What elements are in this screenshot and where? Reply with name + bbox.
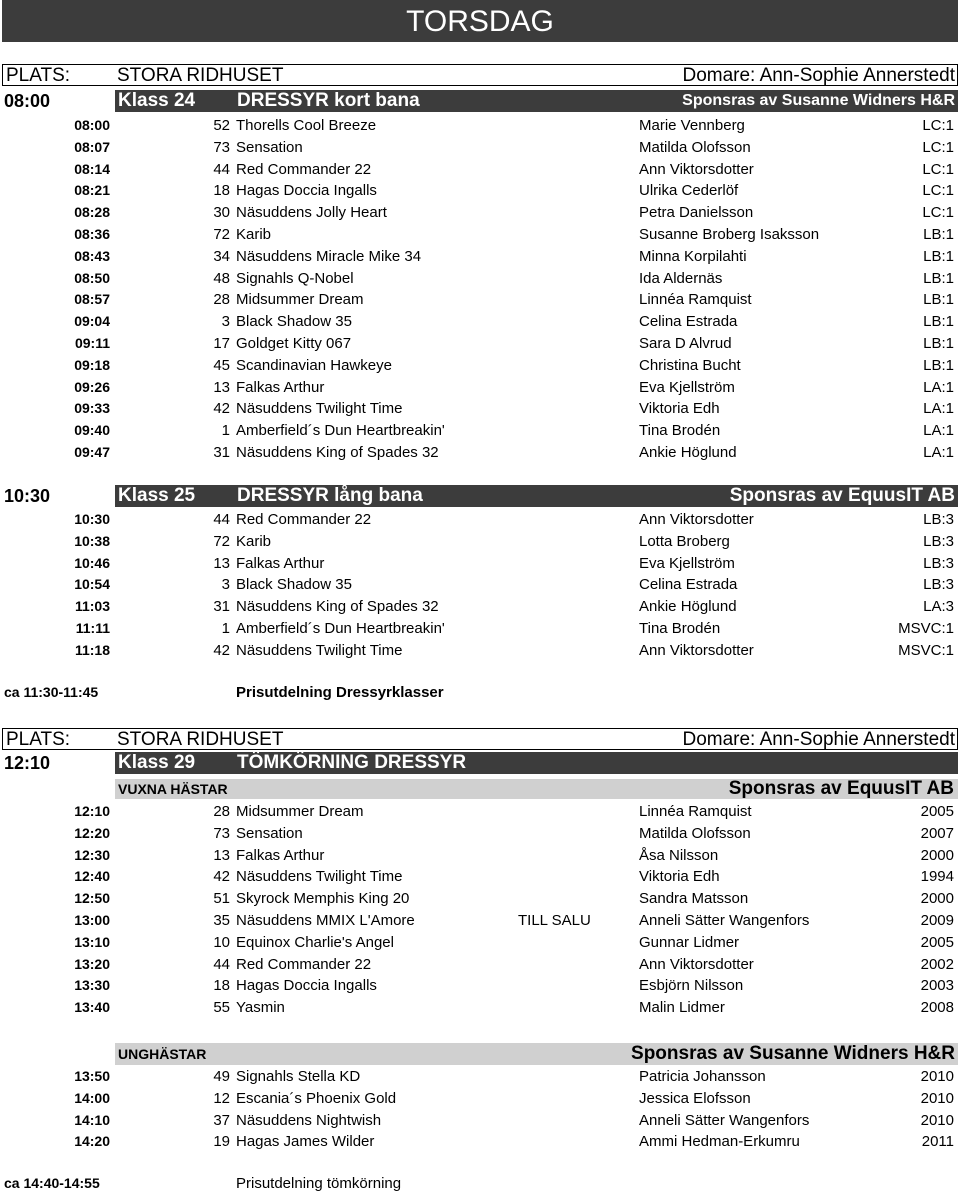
start-number: 10 — [213, 933, 230, 951]
horse-name: Equinox Charlie's Angel — [236, 933, 394, 951]
venue-header — [2, 64, 958, 86]
class-time: 10:30 — [4, 486, 51, 506]
class-level: LB:1 — [923, 335, 954, 352]
class-level: LB:1 — [923, 356, 954, 374]
horse-name: Falkas Arthur — [236, 378, 325, 396]
rider-name: Tina Brodén — [639, 422, 721, 440]
class-level: LC:1 — [922, 138, 954, 156]
start-number: 12 — [213, 1089, 230, 1107]
group-sponsor: Sponsras av EquusIT AB — [728, 778, 954, 799]
start-number: 34 — [213, 247, 230, 265]
class-level: 2011 — [921, 1133, 954, 1151]
start-number: 45 — [213, 356, 230, 374]
horse-name: Signahls Q-Nobel — [236, 269, 354, 287]
start-time: 09:33 — [74, 400, 110, 417]
rider-name: Malin Lidmer — [639, 999, 725, 1017]
class-level: LC:1 — [922, 204, 954, 222]
start-row — [0, 596, 960, 617]
start-time: 14:20 — [74, 1133, 110, 1150]
start-time: 08:07 — [74, 138, 110, 155]
horse-name: Näsuddens King of Spades 32 — [236, 598, 439, 616]
start-number: 55 — [213, 999, 230, 1017]
sale-note: TILL SALU — [518, 912, 591, 929]
start-row — [0, 975, 960, 996]
start-number: 13 — [213, 554, 230, 572]
start-number: 28 — [213, 803, 230, 820]
class-level: 2000 — [920, 846, 954, 864]
class-level: 2000 — [920, 890, 954, 908]
horse-name: Escania´s Phoenix Gold — [236, 1089, 397, 1107]
start-number: 35 — [213, 912, 230, 929]
class-level: LB:1 — [923, 269, 954, 287]
class-level: LB:1 — [923, 226, 954, 243]
start-time: 08:57 — [74, 291, 110, 308]
horse-name: Thorells Cool Breeze — [236, 117, 377, 134]
rider-name: Minna Korpilahti — [639, 247, 747, 265]
horse-name: Signahls Stella KD — [236, 1068, 361, 1085]
class-level: LB:1 — [923, 313, 954, 331]
start-number: 42 — [213, 641, 230, 659]
start-row — [0, 618, 960, 639]
start-time: 12:20 — [74, 824, 110, 841]
class-time: 12:10 — [4, 753, 51, 773]
horse-name: Yasmin — [236, 999, 285, 1017]
class-level: LB:1 — [923, 247, 954, 265]
rider-name: Patricia Johansson — [639, 1068, 766, 1085]
ceremony-time: ca 11:30-11:45 — [4, 684, 99, 700]
start-number: 48 — [213, 269, 230, 287]
rider-name: Linnéa Ramquist — [639, 803, 752, 820]
class-name: DRESSYR lång bana — [237, 485, 423, 506]
rider-name: Eva Kjellström — [639, 378, 735, 396]
rider-name: Viktoria Edh — [639, 400, 720, 418]
class-level: LB:1 — [923, 291, 954, 309]
start-time: 12:50 — [74, 890, 110, 907]
start-time: 08:14 — [74, 160, 110, 177]
horse-name: Näsuddens Twilight Time — [236, 868, 403, 886]
class-bar — [115, 485, 958, 507]
rider-name: Ulrika Cederlöf — [639, 182, 739, 200]
horse-name: Red Commander 22 — [236, 955, 372, 973]
rider-name: Tina Brodén — [639, 620, 721, 637]
horse-name: Red Commander 22 — [236, 511, 372, 528]
class-number: Klass 25 — [118, 485, 196, 506]
start-row — [0, 866, 960, 887]
class-level: 2003 — [920, 977, 954, 995]
start-number: 52 — [213, 117, 230, 134]
horse-name: Hagas Doccia Ingalls — [236, 182, 377, 200]
start-row — [0, 311, 960, 332]
start-row — [0, 224, 960, 245]
rider-name: Åsa Nilsson — [639, 846, 719, 864]
class-time: 08:00 — [4, 91, 51, 111]
horse-name: Goldget Kitty 067 — [236, 335, 352, 352]
start-number: 44 — [213, 160, 230, 178]
start-time: 13:00 — [74, 912, 110, 928]
start-number: 42 — [213, 868, 230, 886]
class-level: LB:3 — [923, 554, 954, 572]
plats-label: PLATS: — [6, 729, 71, 750]
class-level: 1994 — [920, 868, 954, 886]
rider-name: Esbjörn Nilsson — [639, 977, 744, 995]
venue-header — [2, 728, 958, 750]
start-row — [0, 640, 960, 661]
class-level: 2007 — [920, 824, 954, 842]
start-row — [0, 180, 960, 201]
horse-name: Hagas James Wilder — [236, 1133, 375, 1151]
start-row — [0, 1088, 960, 1109]
start-number: 37 — [213, 1111, 230, 1129]
class-sponsor: Sponsras av EquusIT AB — [729, 485, 955, 506]
rider-name: Susanne Broberg Isaksson — [639, 226, 820, 243]
horse-name: Black Shadow 35 — [236, 313, 352, 331]
class-level: 2005 — [920, 933, 954, 951]
start-time: 13:10 — [74, 933, 110, 950]
class-level: 2009 — [920, 912, 954, 929]
class-header — [0, 485, 960, 507]
rider-name: Petra Danielsson — [639, 204, 754, 222]
class-level: LB:3 — [923, 511, 954, 528]
rider-name: Matilda Olofsson — [639, 138, 751, 156]
class-level: LA:3 — [923, 598, 954, 616]
rider-name: Sandra Matsson — [639, 890, 749, 908]
start-time: 09:47 — [74, 444, 110, 460]
start-time: 13:40 — [74, 999, 110, 1016]
rider-name: Eva Kjellström — [639, 554, 735, 572]
start-time: 11:11 — [75, 620, 110, 636]
start-number: 44 — [213, 511, 230, 528]
rider-name: Ann Viktorsdotter — [639, 160, 754, 178]
judge-name: Domare: Ann-Sophie Annerstedt — [682, 65, 955, 86]
start-row — [0, 137, 960, 158]
start-number: 42 — [213, 400, 230, 418]
horse-name: Falkas Arthur — [236, 554, 325, 572]
plats-label: PLATS: — [6, 65, 71, 86]
horse-name: Midsummer Dream — [236, 803, 364, 820]
horse-name: Falkas Arthur — [236, 846, 325, 864]
class-level: MSVC:1 — [898, 641, 954, 659]
start-row — [0, 888, 960, 909]
page-title: TORSDAG — [2, 0, 958, 42]
start-row — [0, 1066, 960, 1087]
start-number: 28 — [213, 291, 230, 309]
start-number: 1 — [221, 620, 230, 637]
class-level: LC:1 — [922, 160, 954, 178]
start-row — [0, 1110, 960, 1131]
start-time: 08:28 — [74, 204, 110, 221]
rider-name: Gunnar Lidmer — [639, 933, 740, 951]
rider-name: Ann Viktorsdotter — [639, 511, 754, 528]
class-level: LB:3 — [923, 532, 954, 550]
horse-name: Näsuddens Twilight Time — [236, 641, 403, 659]
class-level: LA:1 — [923, 378, 954, 396]
class-number: Klass 24 — [118, 90, 196, 111]
rider-name: Marie Vennberg — [639, 117, 745, 134]
horse-name: Black Shadow 35 — [236, 576, 352, 594]
start-number: 72 — [213, 532, 230, 550]
rider-name: Christina Bucht — [639, 356, 741, 374]
start-row — [0, 509, 960, 530]
start-time: 12:40 — [74, 868, 110, 885]
start-time: 12:10 — [74, 803, 110, 819]
group-header — [115, 1043, 958, 1065]
start-row — [0, 910, 960, 931]
rider-name: Ida Aldernäs — [639, 269, 723, 287]
class-level: 2002 — [920, 955, 954, 973]
start-row — [0, 355, 960, 376]
horse-name: Amberfield´s Dun Heartbreakin' — [236, 422, 445, 440]
start-row — [0, 420, 960, 441]
horse-name: Skyrock Memphis King 20 — [236, 890, 410, 908]
class-header — [0, 90, 960, 112]
arena-name: STORA RIDHUSET — [117, 729, 284, 750]
rider-name: Ann Viktorsdotter — [639, 641, 754, 659]
start-number: 1 — [221, 422, 230, 440]
class-name: DRESSYR kort bana — [237, 90, 420, 111]
start-time: 08:43 — [74, 247, 110, 264]
start-row — [0, 574, 960, 595]
rider-name: Jessica Elofsson — [639, 1089, 751, 1107]
start-row — [0, 333, 960, 354]
horse-name: Sensation — [236, 138, 303, 156]
start-number: 31 — [213, 598, 230, 616]
start-row — [0, 159, 960, 180]
class-level: 2010 — [920, 1089, 954, 1107]
group-sponsor: Sponsras av Susanne Widners H&R — [631, 1043, 955, 1064]
horse-name: Näsuddens Jolly Heart — [236, 204, 387, 222]
class-bar — [115, 90, 958, 112]
start-time: 11:03 — [74, 598, 110, 615]
start-number: 31 — [213, 444, 230, 461]
rider-name: Ankie Höglund — [639, 444, 737, 461]
start-time: 09:40 — [74, 422, 110, 439]
class-level: LB:3 — [923, 576, 954, 594]
start-time: 14:10 — [74, 1111, 110, 1128]
class-level: 2008 — [920, 999, 954, 1017]
rider-name: Sara D Alvrud — [639, 335, 732, 352]
rider-name: Ann Viktorsdotter — [639, 955, 754, 973]
rider-name: Matilda Olofsson — [639, 824, 751, 842]
horse-name: Scandinavian Hawkeye — [236, 356, 392, 374]
horse-name: Hagas Doccia Ingalls — [236, 977, 377, 995]
horse-name: Näsuddens MMIX L'Amore — [236, 912, 415, 929]
ceremony-text: Prisutdelning Dressyrklasser — [236, 684, 444, 701]
start-number: 3 — [221, 313, 230, 331]
start-number: 19 — [213, 1133, 230, 1151]
class-level: LC:1 — [922, 182, 954, 200]
rider-name: Ankie Höglund — [639, 598, 737, 616]
arena-name: STORA RIDHUSET — [117, 65, 284, 86]
class-level: LA:1 — [923, 444, 954, 461]
start-time: 10:30 — [74, 511, 110, 527]
start-time: 10:38 — [74, 532, 110, 549]
start-time: 09:04 — [74, 313, 110, 330]
start-number: 3 — [221, 576, 230, 594]
class-level: 2010 — [920, 1111, 954, 1129]
start-time: 08:36 — [74, 226, 110, 242]
start-number: 18 — [213, 977, 230, 995]
start-row — [0, 531, 960, 552]
class-name: TÖMKÖRNING DRESSYR — [237, 752, 467, 773]
start-row — [0, 932, 960, 953]
start-time: 13:20 — [74, 955, 110, 972]
start-time: 10:54 — [74, 576, 110, 593]
start-number: 49 — [213, 1068, 230, 1085]
class-level: LA:1 — [923, 400, 954, 418]
ceremony-time: ca 14:40-14:55 — [4, 1175, 100, 1191]
start-row — [0, 115, 960, 136]
class-level: MSVC:1 — [898, 620, 954, 637]
start-row — [0, 202, 960, 223]
start-time: 08:21 — [74, 182, 110, 199]
start-row — [0, 997, 960, 1018]
start-number: 44 — [213, 955, 230, 973]
rider-name: Celina Estrada — [639, 576, 738, 594]
horse-name: Amberfield´s Dun Heartbreakin' — [236, 620, 445, 637]
group-label: VUXNA HÄSTAR — [118, 781, 228, 797]
class-level: LA:1 — [923, 422, 954, 440]
horse-name: Karib — [236, 226, 272, 243]
start-time: 13:50 — [74, 1068, 110, 1084]
start-time: 09:26 — [74, 378, 110, 395]
class-sponsor: Sponsras av Susanne Widners H&R — [682, 92, 955, 109]
start-row — [0, 268, 960, 289]
start-row — [0, 801, 960, 822]
judge-name: Domare: Ann-Sophie Annerstedt — [682, 729, 955, 750]
start-number: 51 — [213, 890, 230, 908]
horse-name: Red Commander 22 — [236, 160, 372, 178]
rider-name: Lotta Broberg — [639, 532, 730, 550]
ceremony-text: Prisutdelning tömkörning — [236, 1175, 402, 1192]
horse-name: Midsummer Dream — [236, 291, 364, 309]
start-row — [0, 823, 960, 844]
class-level: 2005 — [920, 803, 954, 820]
rider-name: Ammi Hedman-Erkumru — [639, 1133, 800, 1151]
rider-name: Celina Estrada — [639, 313, 738, 331]
class-number: Klass 29 — [118, 752, 196, 773]
start-time: 12:30 — [74, 846, 110, 863]
horse-name: Karib — [236, 532, 272, 550]
start-number: 73 — [213, 138, 230, 156]
start-number: 17 — [213, 335, 230, 352]
start-time: 14:00 — [74, 1089, 110, 1106]
class-bar — [115, 752, 958, 774]
rider-name: Viktoria Edh — [639, 868, 720, 886]
class-level: 2010 — [920, 1068, 954, 1085]
horse-name: Näsuddens Miracle Mike 34 — [236, 247, 422, 265]
horse-name: Näsuddens King of Spades 32 — [236, 444, 439, 461]
start-number: 30 — [213, 204, 230, 222]
group-label: UNGHÄSTAR — [118, 1046, 207, 1062]
start-time: 11:18 — [74, 641, 110, 658]
rider-name: Anneli Sätter Wangenfors — [639, 1111, 810, 1129]
start-number: 13 — [213, 378, 230, 396]
start-time: 13:30 — [74, 977, 110, 994]
start-number: 18 — [213, 182, 230, 200]
horse-name: Sensation — [236, 824, 303, 842]
start-time: 08:50 — [74, 269, 110, 286]
start-row — [0, 553, 960, 574]
start-row — [0, 845, 960, 866]
rider-name: Linnéa Ramquist — [639, 291, 752, 309]
start-time: 08:00 — [74, 117, 110, 133]
start-row — [0, 954, 960, 975]
start-time: 09:18 — [74, 356, 110, 373]
horse-name: Näsuddens Nightwish — [236, 1111, 382, 1129]
class-header — [0, 752, 960, 774]
start-time: 09:11 — [74, 335, 110, 351]
start-time: 10:46 — [74, 554, 110, 571]
start-row — [0, 289, 960, 310]
start-number: 13 — [213, 846, 230, 864]
rider-name: Anneli Sätter Wangenfors — [639, 912, 810, 929]
horse-name: Näsuddens Twilight Time — [236, 400, 403, 418]
start-row — [0, 246, 960, 267]
start-row — [0, 1131, 960, 1152]
class-level: LC:1 — [922, 117, 954, 134]
start-number: 72 — [213, 226, 230, 243]
start-row — [0, 377, 960, 398]
start-number: 73 — [213, 824, 230, 842]
start-row — [0, 442, 960, 463]
start-row — [0, 398, 960, 419]
